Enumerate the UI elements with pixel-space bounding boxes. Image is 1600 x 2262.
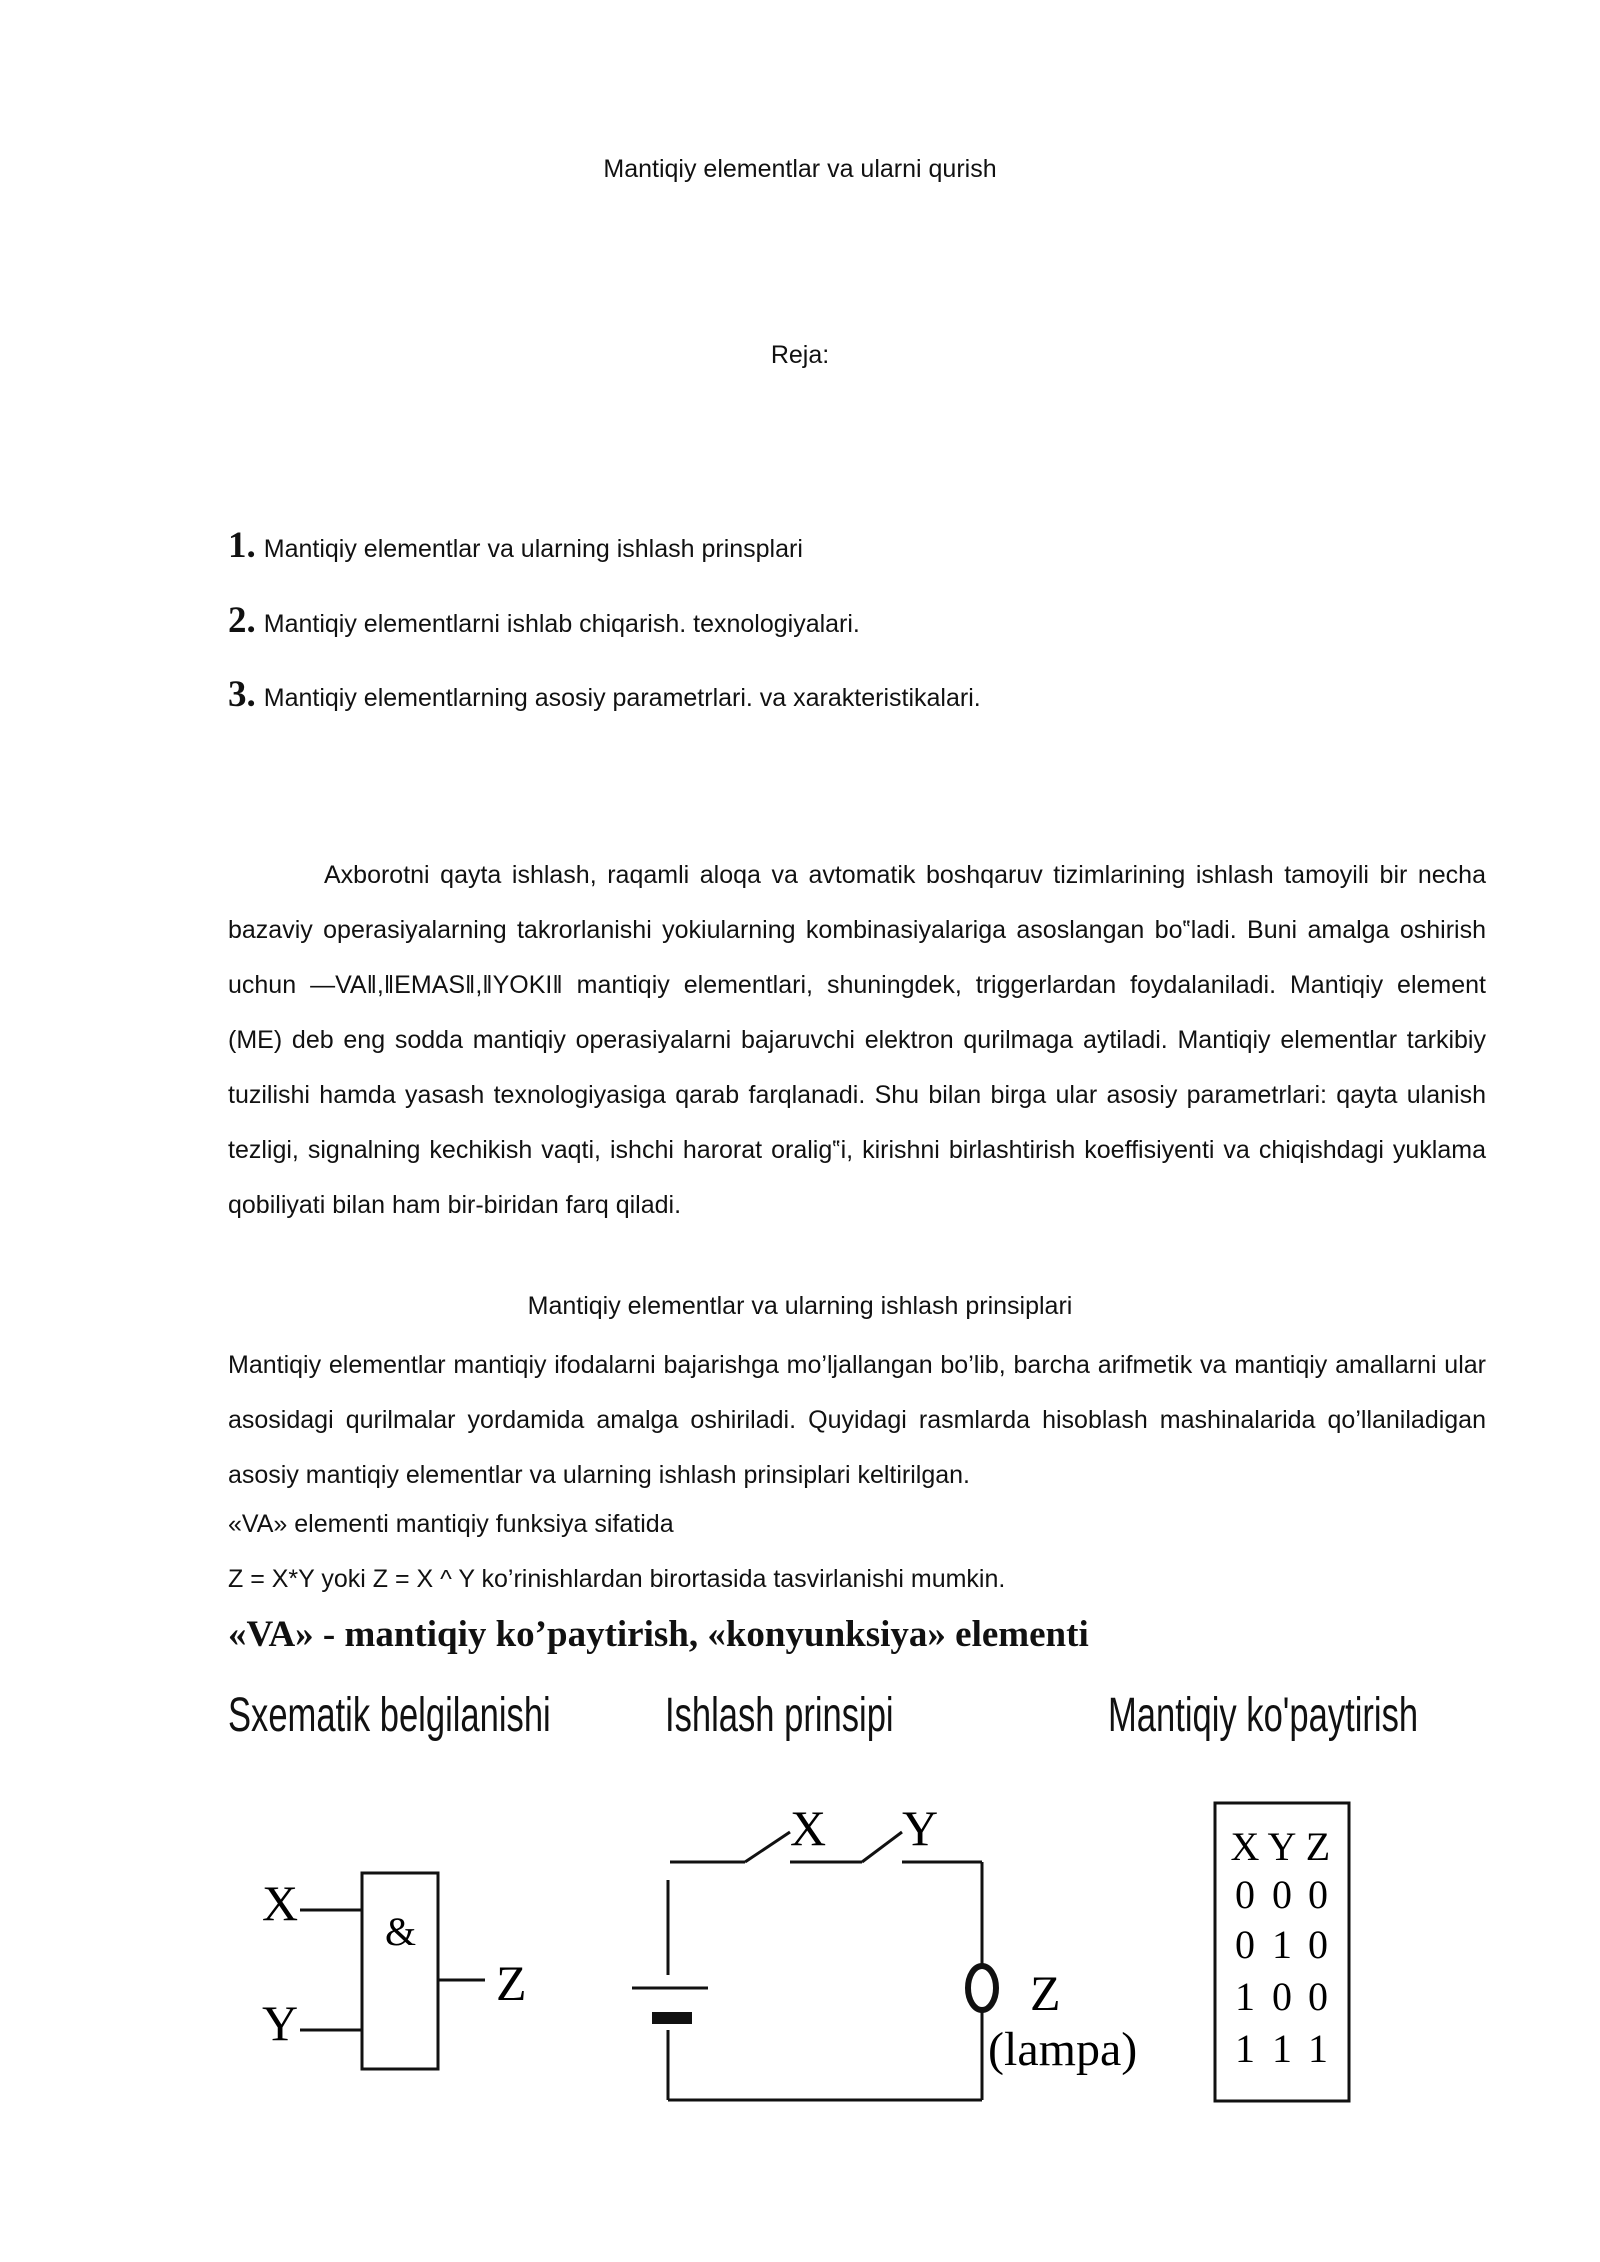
figure-heading: «VA» - mantiqiy ko’paytirish, «konyunksiya» elementi	[228, 1614, 1089, 1655]
gate-body	[362, 1873, 438, 2069]
toc-number: 1.	[228, 525, 256, 566]
toc-number: 3.	[228, 674, 256, 715]
truth-table-header: X	[1230, 1824, 1260, 1869]
plan-label: Reja:	[770, 341, 830, 369]
toc-number: 2.	[228, 600, 256, 641]
truth-table-header: Y	[1267, 1824, 1297, 1869]
section-title: Mantiqiy elementlar va ularning ishlash prinsiplari	[527, 1292, 1073, 1320]
caption-schematic: Sxematik belgilanishi	[228, 1689, 551, 1742]
caption-principle: Ishlash prinsipi	[665, 1689, 894, 1742]
section-paragraph: Mantiqiy elementlar mantiqiy ifodalarni bajarishga mo’ljallangan bo’lib, barcha arifmetik va mantiqiy amallarni ular asosidagi qurilmalar yordamida amalga oshiriladi. Quyidagi rasmlarda hisoblash mashinalarida qo’llaniladigan asosiy mantiqiy elementlar va ularning ishlash prinsiplari keltirilgan.	[228, 1351, 1486, 1489]
switch-x	[745, 1832, 790, 1862]
lamp-icon	[968, 1966, 996, 2010]
truth-table-cell: 0	[1308, 1922, 1328, 1967]
va-element-line: «VA» elementi mantiqiy funksiya sifatida	[228, 1510, 674, 1538]
gate-input-x-label: X	[262, 1875, 299, 1931]
switch-x-label: X	[790, 1800, 827, 1856]
truth-table-cell: 1	[1235, 1974, 1255, 2019]
truth-table-cell: 1	[1308, 2026, 1328, 2071]
formula-line: Z = X*Y yoki Z = X ^ Y ko’rinishlardan birortasida tasvirlanishi mumkin.	[228, 1565, 1006, 1593]
truth-table-cell: 0	[1272, 1872, 1292, 1917]
gate-and-symbol: &	[385, 1909, 417, 1954]
truth-table-cell: 0	[1308, 1974, 1328, 2019]
document-title: Mantiqiy elementlar va ularni qurish	[603, 155, 997, 183]
gate-output-label: Z	[496, 1955, 527, 2011]
switch-circuit	[632, 1832, 996, 2100]
switch-y-label: Y	[902, 1800, 939, 1856]
truth-table-header: Z	[1305, 1824, 1331, 1869]
toc-text: Mantiqiy elementlarni ishlab chiqarish. texnologiyalari.	[263, 610, 860, 638]
truth-table-cell: 1	[1235, 2026, 1255, 2071]
and-gate-schematic	[300, 1873, 485, 2069]
truth-table-cell: 0	[1235, 1872, 1255, 1917]
gate-input-y-label: Y	[262, 1995, 299, 2051]
truth-table-cell: 0	[1272, 1974, 1292, 2019]
toc-text: Mantiqiy elementlar va ularning ishlash prinsplari	[263, 535, 803, 563]
truth-table-cell: 1	[1272, 1922, 1292, 1967]
truth-table-cell: 0	[1235, 1922, 1255, 1967]
toc-text: Mantiqiy elementlarning asosiy parametrlari. va xarakteristikalari.	[263, 684, 981, 712]
battery-plate-short	[652, 2012, 692, 2024]
switch-y	[862, 1832, 902, 1862]
lamp-label: Z	[1030, 1965, 1061, 2021]
caption-table: Mantiqiy ko'paytirish	[1108, 1689, 1419, 1742]
truth-table-cell: 1	[1272, 2026, 1292, 2071]
intro-paragraph-text: Axborotni qayta ishlash, raqamli aloqa va avtomatik boshqaruv tizimlarining ishlash tamoyili bir necha bazaviy operasiyalarning takrorlanishi yokiularning kombinasiyalariga asoslangan bo‟ladi. Buni amalga oshirish uchun ―VA‖,‖EMAS‖,‖YOKI‖ mantiqiy elementlari, shuningdek, triggerlardan foydalaniladi. Mantiqiy element (ME) deb eng sodda mantiqiy operasiyalarni bajaruvchi elektron qurilmaga aytiladi. Mantiqiy elementlar tarkibiy tuzilishi hamda yasash texnologiyasiga qarab farqlanadi. Shu bilan birga ular asosiy parametrlari: qayta ulanish tezligi, signalning kechikish vaqti, ishchi harorat oralig‟i, kirishni birlashtirish koeffisiyenti va chiqishdagi yuklama qobiliyati bilan ham bir-biridan farq qiladi.	[228, 861, 1486, 1219]
truth-table-cell: 0	[1308, 1872, 1328, 1917]
truth-table	[1231, 1824, 1331, 2071]
lamp-note: (lampa)	[988, 2023, 1138, 2076]
